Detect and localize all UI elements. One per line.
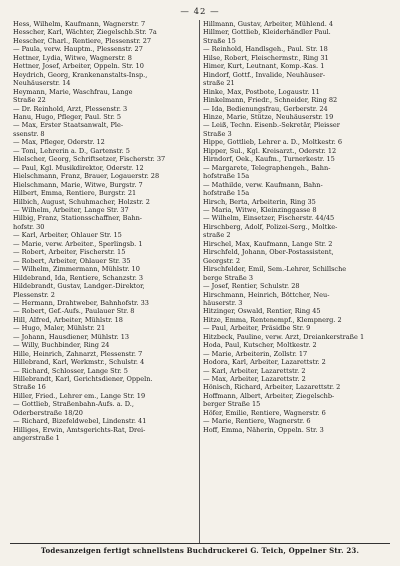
directory-entry: Himer, Kurt, Leutnant, Komp.-Kas. 1 xyxy=(203,62,325,71)
directory-entry: — Robert, Arbeiter, Fischerstr. 15 xyxy=(13,248,126,257)
directory-entry: — Hugo, Maler, Mühlstr. 21 xyxy=(13,324,106,333)
directory-entry: Straße 22 xyxy=(13,96,46,105)
directory-entry: — Johann, Hausdiener, Mühlstr. 13 xyxy=(13,332,130,341)
directory-entry: straße 2 xyxy=(203,231,231,240)
directory-entry: — Marie, Rentiere, Wagnerstr. 6 xyxy=(203,417,311,426)
directory-entry: — Karl, Arbeiter, Lazarettstr. 2 xyxy=(203,366,306,375)
directory-entry: Hipper, Sul., Kgl. Kreisarzt., Oderstr. 12 xyxy=(203,146,337,155)
directory-entry: Hoda, Paul, Kutscher, Moltkestr. 2 xyxy=(203,341,317,350)
directory-entry: — Max, Arbeiter, Lazarettstr. 2 xyxy=(203,375,306,384)
directory-entry: hofstraße 15a xyxy=(203,172,250,181)
directory-entry: — Ida, Bedienungsfrau, Gerberstr. 24 xyxy=(203,104,328,113)
directory-entry: — Paul, Arbeiter, Präsidbe Str. 9 xyxy=(203,324,311,333)
directory-entry: Hielschmann, Marie, Witwe, Burgstr. 7 xyxy=(13,180,143,189)
directory-entry: Hildebrand, Ida, Rentiere, Schanzstr. 3 xyxy=(13,273,144,282)
directory-entry: hofstr. 30 xyxy=(13,222,45,231)
directory-entry: Hesscher, Karl, Wächter, Ziegelschb.Str. 7a xyxy=(13,28,157,37)
directory-entry: Hilbert, Emma, Rentiere, Burgstr. 21 xyxy=(13,189,137,198)
directory-entry: — Max, Pfleger, Oderstr. 12 xyxy=(13,138,105,147)
directory-entry: straße 21 xyxy=(203,79,235,88)
directory-entry: Hanu, Hugo, Pfleger, Paul. Str. 5 xyxy=(13,112,122,121)
directory-entry: Hilliges, Erwin, Amtsgerichts-Rat, Drei- xyxy=(13,425,146,434)
directory-entry: — Mathilde, verw. Kaufmann, Bahn- xyxy=(203,180,323,189)
directory-entry: — Wilhelm, Einsetzer, Fischerstr. 44/45 xyxy=(203,214,335,223)
directory-entry: Hodora, Karl, Arbeiter, Lazarettstr. 2 xyxy=(203,358,326,367)
directory-entry: Hilse, Robert, Fleischermstr., Ring 31 xyxy=(203,53,329,62)
directory-entry: Hönisch, Richard, Arbeiter, Lazarettstr. 2 xyxy=(203,383,341,392)
directory-entry: — Josef, Rentier, Schulstr. 28 xyxy=(203,282,300,291)
directory-entry: — Maria, Witwe, Kleinzinggasse 8 xyxy=(203,205,317,214)
directory-entry: Hindorf, Gottf., Invalide, Neuhäuser- xyxy=(203,70,326,79)
directory-entry: Hoff, Emma, Näherin, Oppeln. Str. 3 xyxy=(203,425,324,434)
directory-entry: Heymann, Marie, Waschfrau, Lange xyxy=(13,87,133,96)
directory-entry: Neuhäuserstr. 14 xyxy=(13,79,71,88)
directory-entry: — Wilhelm, Zimmermann, Mühlstr. 10 xyxy=(13,265,140,274)
directory-entry: — Karl, Arbeiter, Ohlauer Str. 15 xyxy=(13,231,122,240)
directory-entry: Hillmer, Gottlieb, Kleiderhändler Paul. xyxy=(203,28,331,37)
directory-entry: Hinkelmann, Friedr., Schneider, Ring 82 xyxy=(203,96,338,105)
directory-entry: Hirschfelder, Emil, Sem.-Lehrer, Schillsche xyxy=(203,265,347,274)
directory-entry: Hitzbeck, Pauline, verw. Arzt, Dreiankerstraße 1 xyxy=(203,332,365,341)
directory-entry: Hildebrandt, Gustav, Landger.-Direktor, xyxy=(13,282,145,291)
directory-entry: Heydrich, Georg, Krankenanstalts-Insp., xyxy=(13,70,148,79)
directory-entry: Oderberstraße 18/20 xyxy=(13,408,83,417)
directory-entry: — Margarete, Telegraphengeh., Bahn- xyxy=(203,163,331,172)
directory-entry: Hielscher, Georg, Schriftsetzer, Fischerstr. 37 xyxy=(13,155,166,164)
directory-entry: Plessenstr. 2 xyxy=(13,290,55,299)
directory-entry: Hilbich, August, Schuhmacher, Holzstr. 2 xyxy=(13,197,150,206)
directory-entry: — Leiß, Techn. Eisenb.-Sekretär, Pleisser xyxy=(203,121,340,130)
directory-entry: Höfer, Emilie, Rentiere, Wagnerstr. 6 xyxy=(203,408,326,417)
directory-entry: — Gottlieb, Straßenbahn-Aufs. a. D., xyxy=(13,400,134,409)
directory-entry: — Reinhold, Handlsgeh., Paul. Str. 18 xyxy=(203,45,328,54)
directory-entry: angerstraße 1 xyxy=(13,434,60,443)
directory-entry: Hitzinger, Oswald, Rentier, Ring 45 xyxy=(203,307,321,316)
directory-entry: — Hermann, Drahtweber, Bahnhofstr. 33 xyxy=(13,298,149,307)
directory-entry: — Paula, verw. Hauptm., Plessenstr. 27 xyxy=(13,45,143,54)
directory-entry: — Robert, Gef.-Aufs., Paulauer Str. 8 xyxy=(13,307,135,316)
directory-entry: Hoffmann, Albert, Arbeiter, Ziegelschb- xyxy=(203,391,335,400)
directory-entry: — Marie, Arbeiterin, Zollstr. 17 xyxy=(203,349,308,358)
directory-entry: Hirschberg, Adolf, Polizei-Serg., Moltke- xyxy=(203,222,338,231)
directory-entry: Hippe, Gottlieb, Lehrer a. D., Moltkestr. 6 xyxy=(203,138,342,147)
directory-entry: Georgstr. 2 xyxy=(203,256,241,265)
directory-columns xyxy=(10,20,390,543)
directory-entry: Straße 3 xyxy=(203,129,232,138)
page-number: — 42 — xyxy=(180,7,220,17)
directory-entry: — Paul, Kgl. Musikdirektor, Oderstr. 12 xyxy=(13,163,144,172)
directory-entry: Hillmann, Gustav, Arbeiter, Mühlend. 4 xyxy=(203,20,334,28)
directory-entry: ssenstr. 8 xyxy=(13,129,45,138)
directory-entry: Hirschfeld, Johann, Ober-Postassistent, xyxy=(203,248,334,257)
directory-entry: Hillebrand, Karl, Werkmstr., Schulstr. 4 xyxy=(13,358,145,367)
directory-entry: Hirschmann, Heinrich, Böttcher, Neu- xyxy=(203,290,330,299)
directory-entry: häuserstr. 3 xyxy=(203,298,243,307)
directory-entry: — Max, Erster Staatsanwalt, Ple- xyxy=(13,121,124,130)
right-column xyxy=(200,20,390,543)
directory-entry: Hettner, Lydia, Witwe, Wagnerstr. 8 xyxy=(13,53,132,62)
directory-entry: Hill, Alfred, Arbeiter, Mühlstr. 18 xyxy=(13,315,123,324)
directory-entry: — Dr. Reinhold, Arzt, Plessenstr. 3 xyxy=(13,104,128,113)
directory-entry: Hirndorf, Oek., Kaufm., Turnerkestr. 15 xyxy=(203,155,335,164)
directory-entry: Straße 15 xyxy=(203,36,236,45)
directory-entry: Hinke, Max, Postbote, Logaustr. 11 xyxy=(203,87,320,96)
directory-entry: Hillebrandt, Karl, Gerichtsdiener, Oppeln. xyxy=(13,375,153,384)
directory-entry: Hess, Wilhelm, Kaufmann, Wagnerstr. 7 xyxy=(13,20,146,28)
directory-entry: Hettner, Josef, Arbeiter, Oppeln. Str. 10 xyxy=(13,62,144,71)
directory-entry: — Marie, verw. Arbeiter., Sperlingsb. 1 xyxy=(13,239,143,248)
directory-entry: berger Straße 15 xyxy=(203,400,261,409)
directory-entry: — Toni, Lehrerin a. D., Gartenstr. 5 xyxy=(13,146,130,155)
directory-entry: Straße 16 xyxy=(13,383,46,392)
directory-entry: — Wilhelm, Arbeiter, Lange Str. 37 xyxy=(13,205,129,214)
footer-advertisement: Todesanzeigen fertigt schnellstens Buchdruckerei G. Teich, Oppelner Str. 23. xyxy=(40,546,360,555)
directory-entry: Hitze, Emma, Rentenempf., Klempnerg. 2 xyxy=(203,315,342,324)
directory-entry: hofstraße 15a xyxy=(203,189,250,198)
directory-entry: — Robert, Arbeiter, Ohlauer Str. 35 xyxy=(13,256,131,265)
directory-entry: Hielschmann, Franz, Brauer, Logauerstr. 28 xyxy=(13,172,160,181)
directory-entry: — Richard, Bizefeldwebel, Lindenstr. 41 xyxy=(13,417,147,426)
left-column xyxy=(10,20,200,543)
directory-entry: Hille, Heinrich, Zahnarzt, Plessenstr. 7 xyxy=(13,349,143,358)
directory-entry: Hesscher, Charl., Rentiere, Plessenstr. 27 xyxy=(13,36,152,45)
directory-entry: berge Straße 3 xyxy=(203,273,253,282)
directory-entry: Hirsch, Berta, Arbeiterin, Ring 35 xyxy=(203,197,316,206)
directory-entry: — Willy, Buchbinder, Ring 24 xyxy=(13,341,110,350)
directory-entry: Hiller, Fried., Lehrer em., Lange Str. 19 xyxy=(13,391,146,400)
directory-entry: Hirschel, Max, Kaufmann, Lange Str. 2 xyxy=(203,239,333,248)
directory-entry: Hinze, Marie, Stütze, Neuhäuserstr. 19 xyxy=(203,112,334,121)
directory-entry: Hilbig, Franz, Stationsschaffner, Bahn- xyxy=(13,214,143,223)
directory-entry: — Richard, Schlosser, Lange Str. 5 xyxy=(13,366,128,375)
